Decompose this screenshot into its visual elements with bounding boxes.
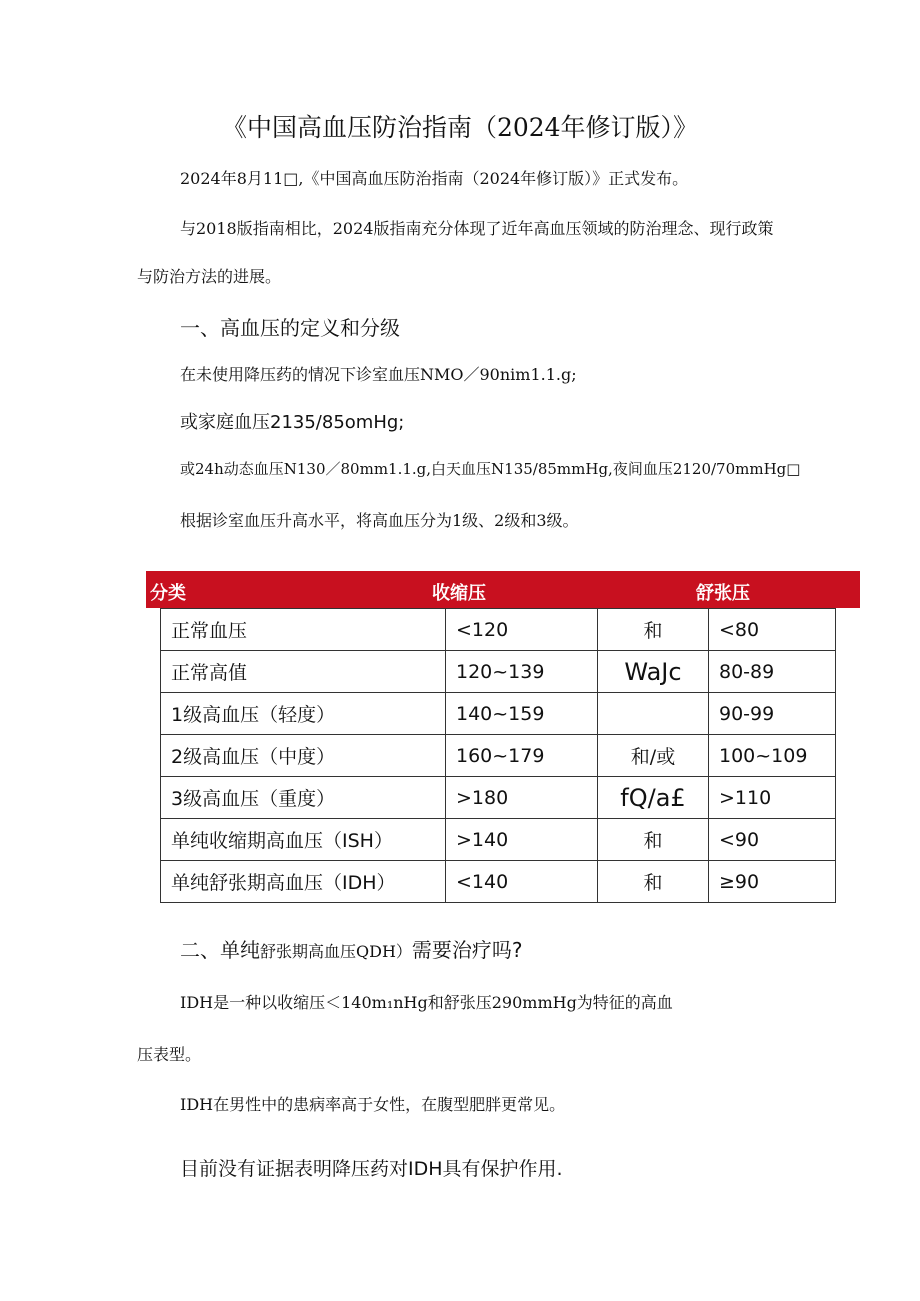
header-systolic: 收缩压 [432, 583, 486, 604]
systolic-cell: >180 [446, 777, 598, 819]
comparison-paragraph-line-1: 与2018版指南相比，2024版指南充分体现了近年高血压领域的防治理念、现行政策 [180, 219, 774, 238]
diastolic-cell: ≥90 [709, 861, 836, 903]
idh-definition-line-1: IDH是一种以收缩压＜140m₁nHg和舒张压290mmHg为特征的高血 [180, 993, 673, 1012]
section-2-heading-part-c: 需要治疗吗? [411, 938, 523, 962]
connector-cell: 和 [598, 609, 709, 651]
category-cell: 单纯收缩期高血压（ISH） [161, 819, 446, 861]
table-row [161, 693, 836, 735]
systolic-cell: 140~159 [446, 693, 598, 735]
section-2-heading-part-b: 舒张期高血压QDH） [260, 942, 412, 961]
table-row [161, 777, 836, 819]
category-cell: 正常血压 [161, 609, 446, 651]
grading-paragraph: 根据诊室血压升高水平，将高血压分为1级、2级和3级。 [180, 511, 579, 530]
table-row [161, 861, 836, 903]
diastolic-cell: >110 [709, 777, 836, 819]
category-cell: 3级高血压（重度） [161, 777, 446, 819]
office-bp-criterion: 在未使用降压药的情况下诊室血压NMO／90nim1.1.g; [180, 365, 577, 384]
ambulatory-bp-criterion: 或24h动态血压N130／80mm1.1.g,白天血压N135/85mmHg,夜间血压2120/70mmHg□ [180, 460, 801, 478]
systolic-cell: 120~139 [446, 651, 598, 693]
document-title: 《中国高血压防治指南（2024年修订版）》 [221, 113, 699, 142]
bp-table-header [146, 571, 860, 608]
comparison-paragraph-line-2: 与防治方法的进展。 [137, 267, 282, 286]
home-bp-criterion: 或家庭血压2135/85omHg; [180, 412, 405, 433]
connector-cell: 和/或 [598, 735, 709, 777]
table-row [161, 819, 836, 861]
category-cell: 2级高血压（中度） [161, 735, 446, 777]
idh-evidence-paragraph: 目前没有证据表明降压药对IDH具有保护作用. [180, 1158, 563, 1180]
systolic-cell: 160~179 [446, 735, 598, 777]
diastolic-cell: <90 [709, 819, 836, 861]
category-cell: 正常高值 [161, 651, 446, 693]
header-diastolic: 舒张压 [696, 583, 750, 604]
category-cell: 单纯舒张期高血压（IDH） [161, 861, 446, 903]
systolic-cell: <140 [446, 861, 598, 903]
table-row [161, 735, 836, 777]
connector-cell [598, 693, 709, 735]
table-row [161, 609, 836, 651]
systolic-cell: <120 [446, 609, 598, 651]
connector-cell: WaJc [598, 651, 709, 693]
diastolic-cell: 100~109 [709, 735, 836, 777]
diastolic-cell: <80 [709, 609, 836, 651]
idh-prevalence-paragraph: IDH在男性中的患病率高于女性，在腹型肥胖更常见。 [180, 1095, 566, 1114]
diastolic-cell: 90-99 [709, 693, 836, 735]
table-row [161, 651, 836, 693]
section-2-heading [180, 934, 523, 963]
section-2-heading-part-a: 二、单纯 [180, 938, 260, 962]
connector-cell: fQ/a£ [598, 777, 709, 819]
section-1-heading: 一、高血压的定义和分级 [180, 316, 400, 340]
connector-cell: 和 [598, 819, 709, 861]
diastolic-cell: 80-89 [709, 651, 836, 693]
idh-definition-line-2: 压表型。 [137, 1045, 202, 1064]
bp-classification-table [160, 608, 836, 903]
category-cell: 1级高血压（轻度） [161, 693, 446, 735]
systolic-cell: >140 [446, 819, 598, 861]
header-category: 分类 [150, 583, 186, 604]
connector-cell: 和 [598, 861, 709, 903]
release-date-paragraph: 2024年8月11□,《中国高血压防治指南（2024年修订版）》正式发布。 [180, 169, 689, 188]
